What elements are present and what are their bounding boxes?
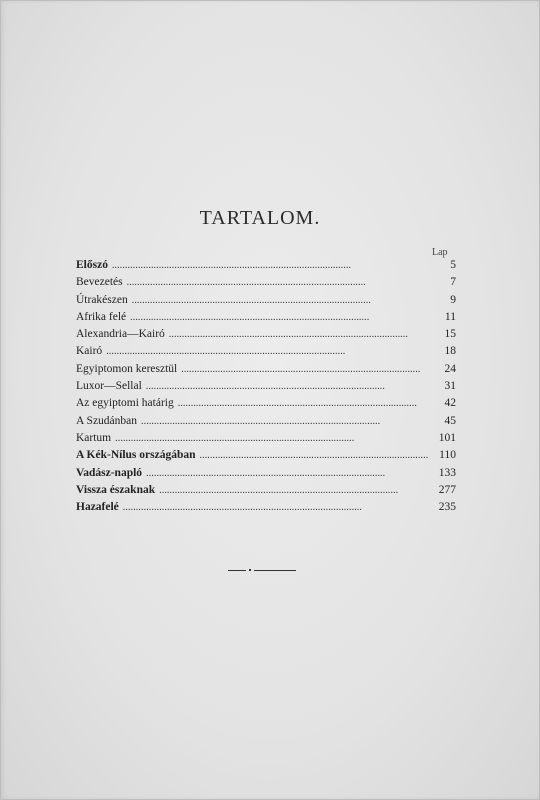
toc-entry — [76, 449, 456, 466]
toc-entry — [76, 259, 456, 276]
toc-entry-page-number: 277 — [438, 483, 456, 496]
toc-entry-title: Bevezetés — [76, 276, 123, 289]
page-title: TARTALOM. — [199, 207, 321, 229]
toc-entry — [76, 294, 456, 311]
page-column-header: Lap — [432, 247, 448, 258]
toc-entry-page-number: 42 — [444, 397, 456, 410]
toc-leader-dots — [115, 433, 428, 444]
toc-leader-dots — [112, 260, 428, 271]
toc-entry — [76, 467, 456, 484]
toc-entry-page-number: 11 — [444, 310, 456, 323]
toc-entry — [76, 501, 456, 518]
toc-leader-dots — [200, 450, 429, 461]
toc-entry-title: Útrakészen — [76, 293, 128, 306]
toc-leader-dots — [146, 468, 428, 479]
toc-entry-title: Vissza északnak — [76, 483, 156, 496]
toc-entry-title: Vadász-napló — [76, 466, 143, 479]
toc-entry-title: Hazafelé — [76, 501, 119, 514]
toc-entry-title: Afrika felé — [76, 310, 127, 323]
toc-entry-page-number: 15 — [444, 328, 456, 341]
toc-leader-dots — [141, 416, 428, 427]
toc-entry-page-number: 235 — [438, 501, 456, 514]
toc-entry-title: Előszó — [76, 259, 108, 271]
toc-leader-dots — [130, 312, 428, 323]
toc-entry — [76, 380, 456, 397]
toc-entry — [76, 328, 456, 345]
toc-entry-page-number: 45 — [444, 414, 456, 427]
rule-dot — [249, 569, 251, 571]
toc-entry-title: Kartum — [76, 431, 112, 444]
toc-entry-page-number: 24 — [444, 362, 456, 375]
toc-entry-title: A Szudánban — [76, 414, 138, 427]
rule-segment — [254, 570, 296, 571]
toc-entry-title: Az egyiptomi határig — [76, 397, 174, 410]
toc-entry-page-number: 101 — [438, 431, 456, 444]
toc-entry-title: Egyiptomon keresztül — [76, 362, 178, 375]
toc-leader-dots — [146, 381, 428, 392]
toc-entry-title: A Kék-Nílus országában — [76, 449, 196, 462]
rule-segment — [228, 570, 246, 571]
toc-entry-title: Kairó — [76, 345, 103, 358]
toc-leader-dots — [106, 346, 428, 357]
toc-leader-dots — [181, 364, 428, 375]
toc-leader-dots — [178, 398, 428, 409]
toc-entry-page-number: 18 — [444, 345, 456, 358]
toc-entry-page-number: 110 — [439, 449, 456, 462]
toc-entry-page-number: 31 — [444, 380, 456, 393]
toc-leader-dots — [123, 502, 428, 513]
toc-entry — [76, 311, 456, 328]
toc-entry-page-number: 5 — [450, 259, 456, 271]
toc-leader-dots — [127, 277, 428, 288]
toc-entry-page-number: 9 — [450, 293, 456, 306]
toc-entry — [76, 276, 456, 293]
toc-leader-dots — [169, 329, 428, 340]
table-of-contents — [76, 259, 456, 518]
toc-entry — [76, 397, 456, 414]
decorative-rule — [228, 569, 303, 571]
toc-leader-dots — [159, 485, 428, 496]
toc-entry — [76, 484, 456, 501]
toc-entry-page-number: 7 — [450, 276, 456, 289]
toc-entry-title: Alexandria—Kairó — [76, 328, 165, 341]
toc-leader-dots — [132, 295, 428, 306]
toc-entry-title: Luxor—Sellal — [76, 380, 142, 393]
toc-entry — [76, 345, 456, 362]
toc-entry — [76, 363, 456, 380]
toc-entry — [76, 415, 456, 432]
toc-entry — [76, 432, 456, 449]
toc-entry-page-number: 133 — [438, 466, 456, 479]
